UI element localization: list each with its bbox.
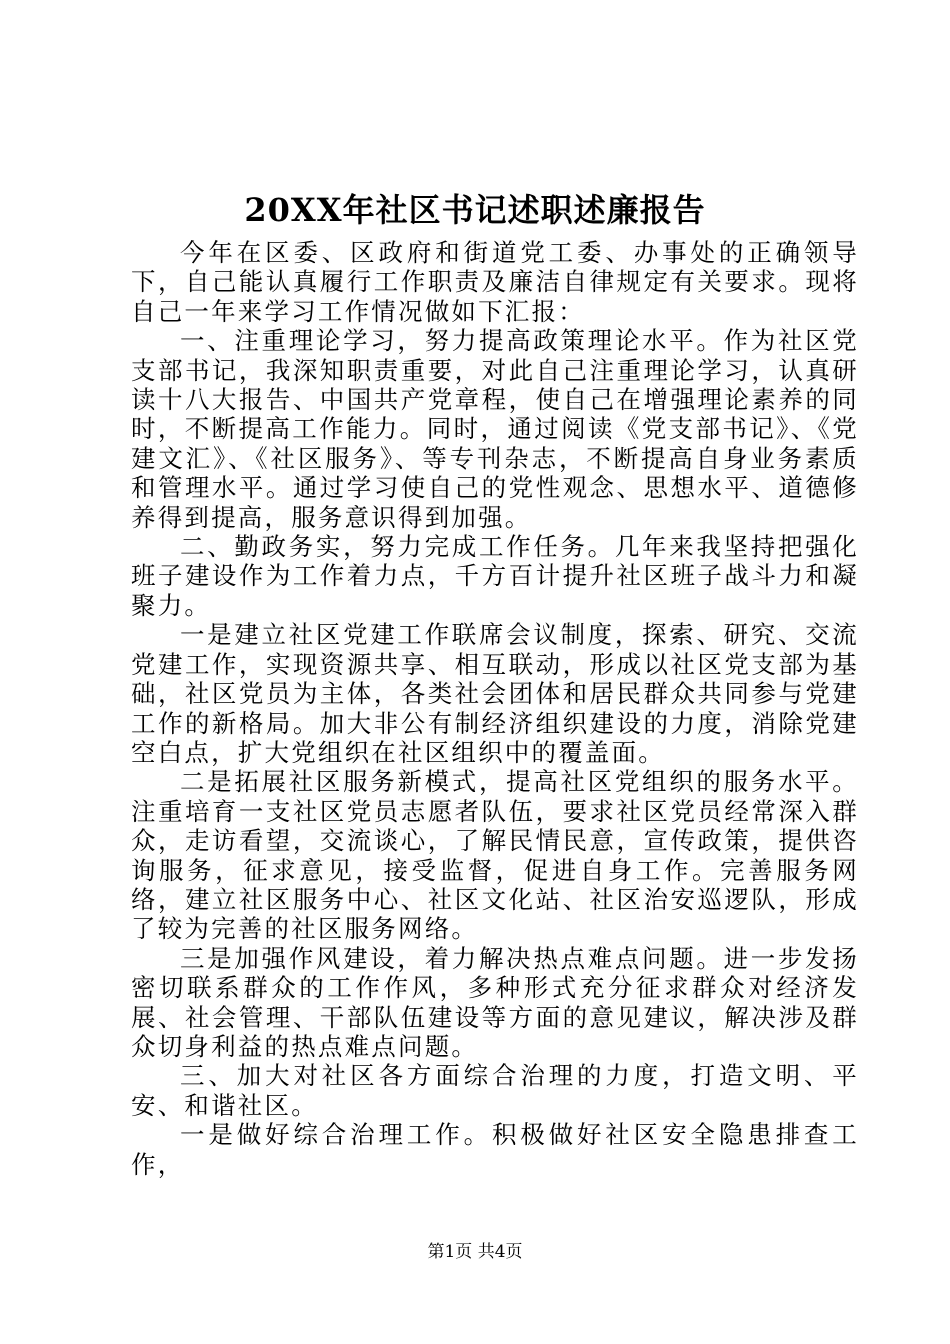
paragraph-section-2-item-2: 二是拓展社区服务新模式，提高社区党组织的服务水平。注重培育一支社区党员志愿者队伍，要求社区党员经常深入群众，走访看望，交流谈心，了解民情民意，宣传政策，提供咨询服务，征求意见，接受监督，促进自身工作。完善服务网络，建立社区服务中心、社区文化站、社区治安巡逻队，形成了较为完善的社区服务网络。 bbox=[131, 767, 859, 944]
paragraph-section-3: 三、加大对社区各方面综合治理的力度，打造文明、平安、和谐社区。 bbox=[131, 1061, 859, 1120]
document-title: 20XX年社区书记述职述廉报告 bbox=[244, 191, 706, 229]
paragraph-section-3-item-1: 一是做好综合治理工作。积极做好社区安全隐患排查工作， bbox=[131, 1120, 859, 1179]
paragraph-section-2-item-3: 三是加强作风建设，着力解决热点难点问题。进一步发扬密切联系群众的工作作风，多种形式充分征求群众对经济发展、社会管理、干部队伍建设等方面的意见建议，解决涉及群众切身利益的热点难点问题。 bbox=[131, 943, 859, 1061]
document-body bbox=[131, 238, 859, 1179]
paragraph-section-2-item-1: 一是建立社区党建工作联席会议制度，探索、研究、交流党建工作，实现资源共享、相互联动，形成以社区党支部为基础，社区党员为主体，各类社会团体和居民群众共同参与党建工作的新格局。加大非公有制经济组织建设的力度，消除党建空白点，扩大党组织在社区组织中的覆盖面。 bbox=[131, 620, 859, 767]
paragraph-section-2: 二、勤政务实，努力完成工作任务。几年来我坚持把强化班子建设作为工作着力点，千方百计提升社区班子战斗力和凝聚力。 bbox=[131, 532, 859, 620]
paragraph-intro: 今年在区委、区政府和街道党工委、办事处的正确领导下，自己能认真履行工作职责及廉洁自律规定有关要求。现将自己一年来学习工作情况做如下汇报： bbox=[131, 238, 859, 326]
paragraph-section-1: 一、注重理论学习，努力提高政策理论水平。作为社区党支部书记，我深知职责重要，对此自己注重理论学习，认真研读十八大报告、中国共产党章程，使自己在增强理论素养的同时，不断提高工作能力。同时，通过阅读《党支部书记》、《党建文汇》、《社区服务》、等专刊杂志，不断提高自身业务素质和管理水平。通过学习使自己的党性观念、思想水平、道德修养得到提高，服务意识得到加强。 bbox=[131, 326, 859, 532]
page-footer: 第1页 共4页 bbox=[427, 1242, 523, 1262]
